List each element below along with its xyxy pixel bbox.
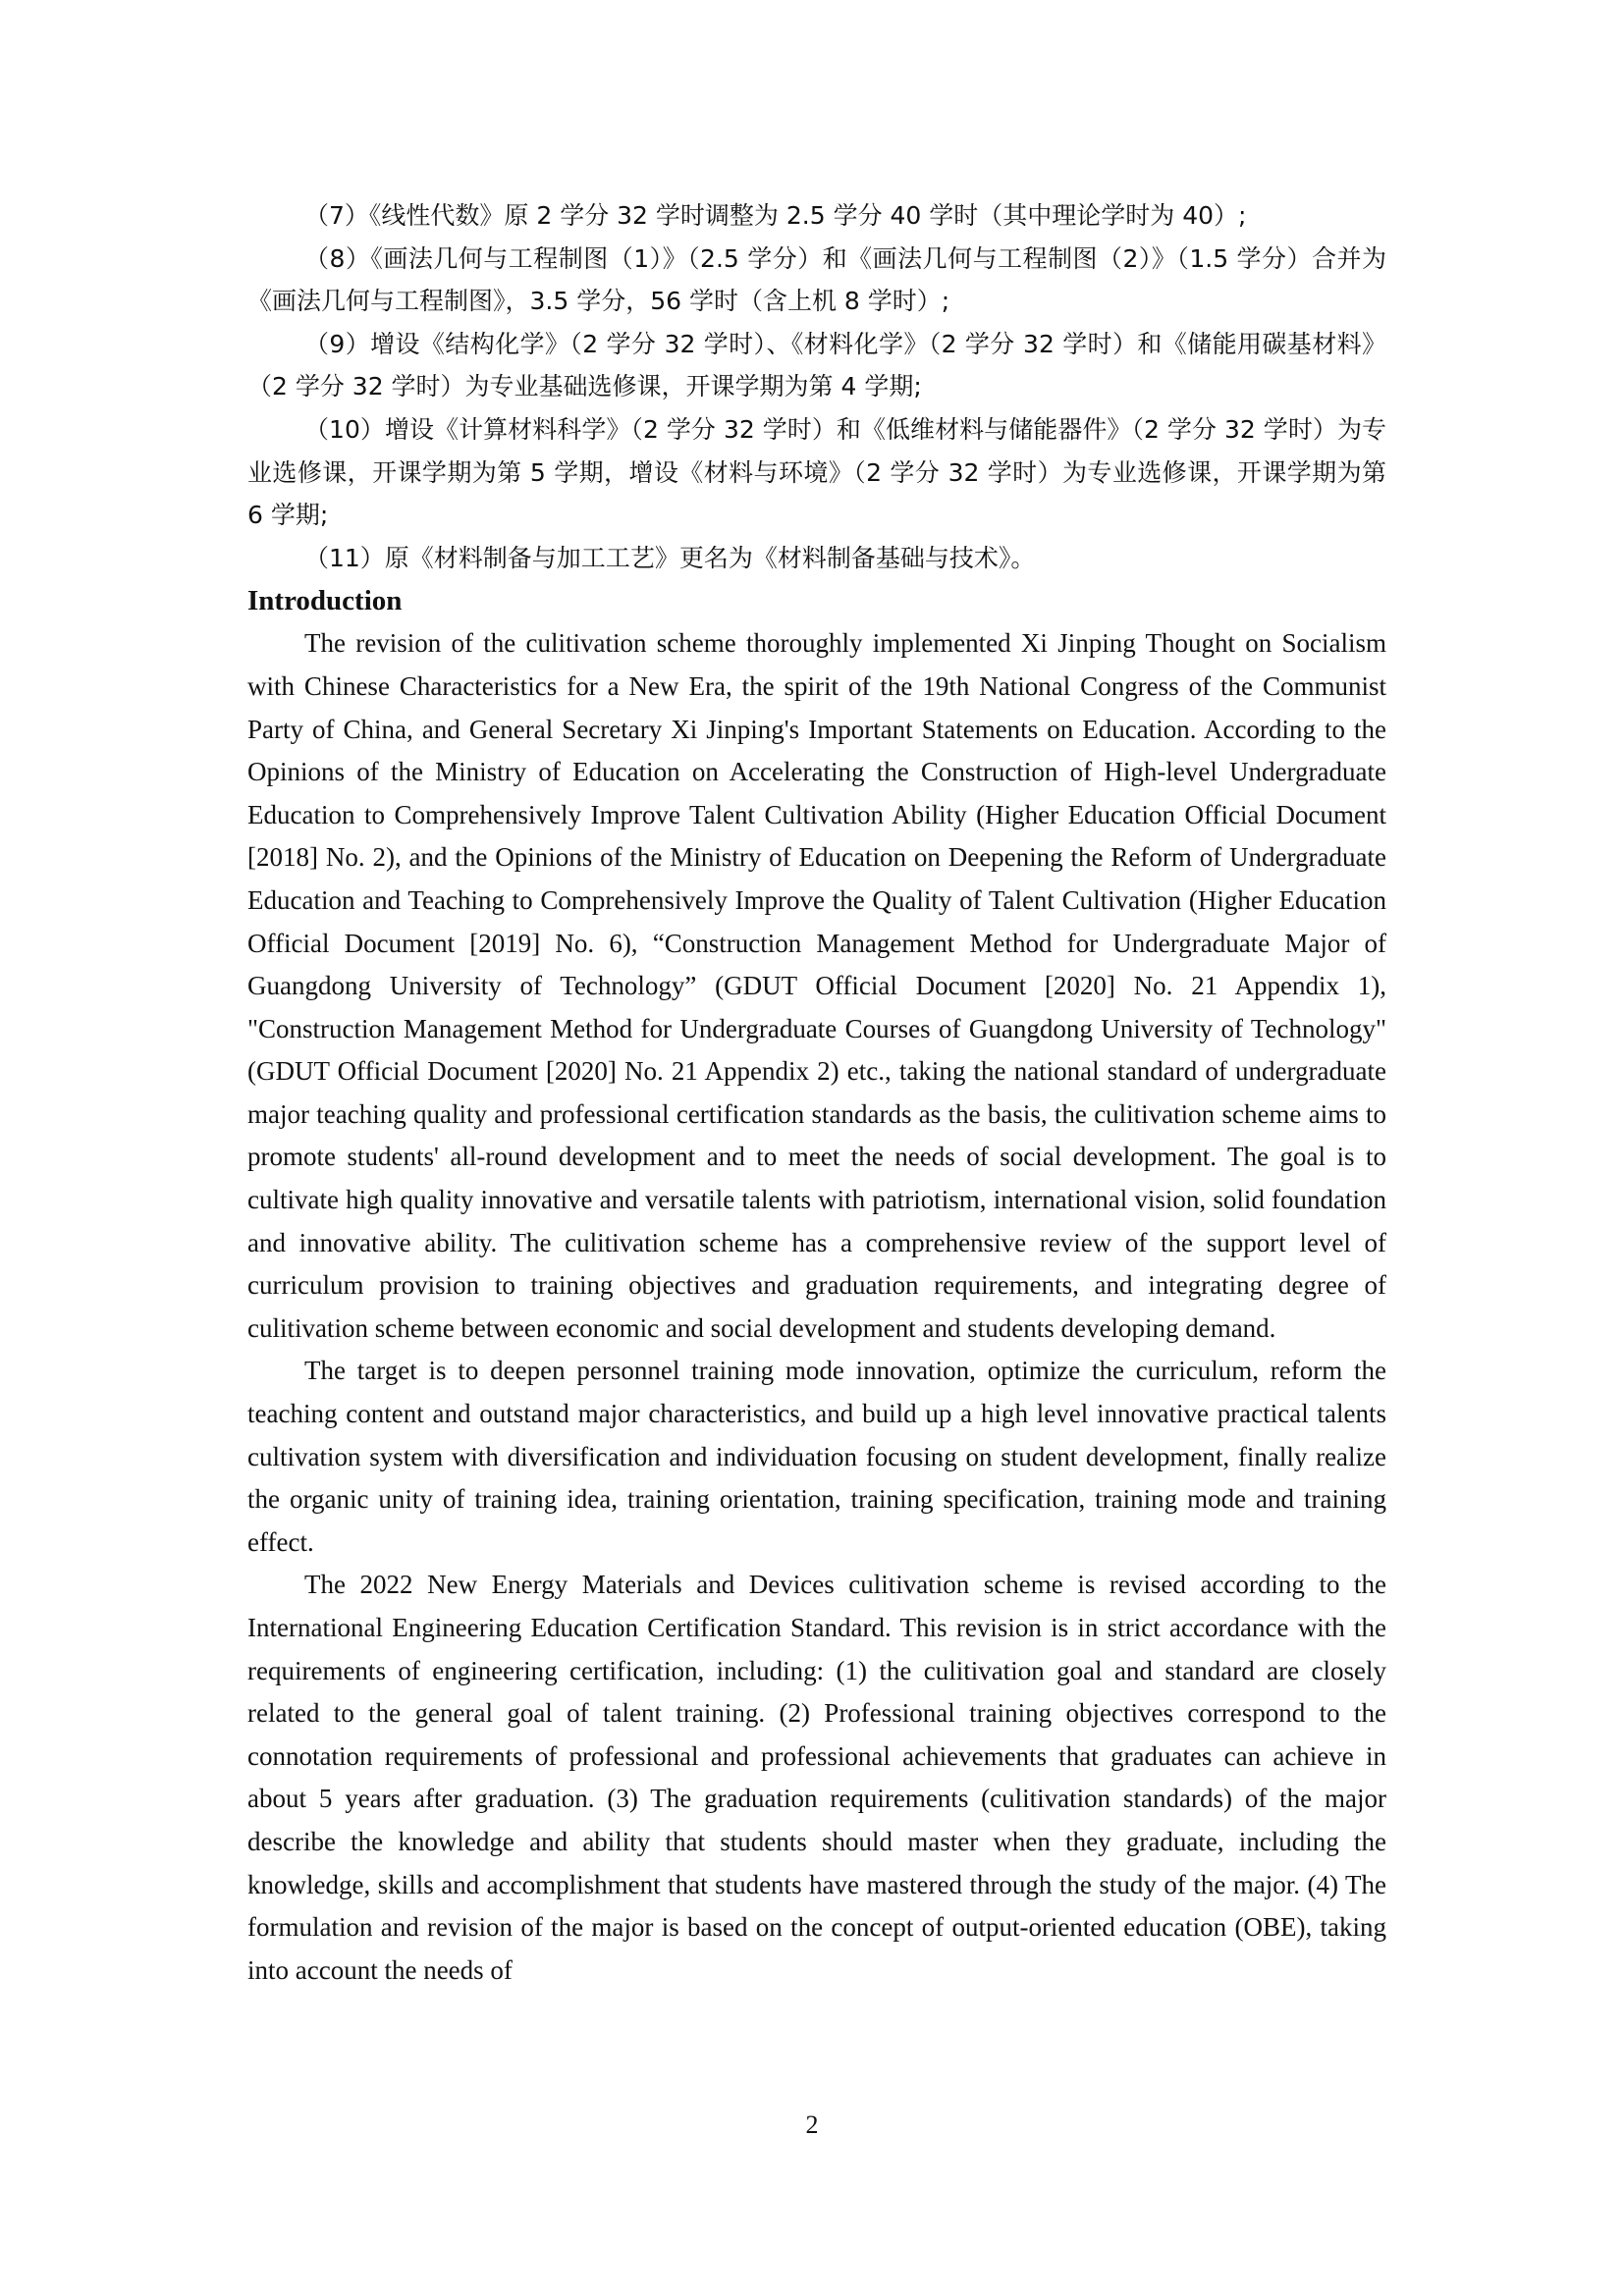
chinese-item-8: （8）《画法几何与工程制图（1）》（2.5 学分）和《画法几何与工程制图（2）》（1.5 学分）合并为《画法几何与工程制图》，3.5 学分，56 学时（含上机 8 学时）;	[247, 243, 1386, 316]
chinese-item-11: （11）原《材料制备与加工工艺》更名为《材料制备基础与技术》。	[304, 543, 1036, 572]
body-paragraph-1: The revision of the culitivation scheme thoroughly implemented Xi Jinping Thought on Socialism with Chinese Characteristics for a New Era, the spirit of the 19th National Congress of the Communist Party of China, and General Secretary Xi Jinping's Important Statements on Education. According to the Opinions of the Ministry of Education on Accelerating the Construction of High-level Undergraduate Education to Comprehensively Improve Talent Cultivation Ability (Higher Education Official Document [2018] No. 2), and the Opinions of the Ministry of Education on Deepening the Reform of Undergraduate Education and Teaching to Comprehensively Improve the Quality of Talent Cultivation (Higher Education Official Document [2019] No. 6), “Construction Management Method for Undergraduate Major of Guangdong University of Technology” (GDUT Official Document [2020] No. 21 Appendix 1), "Construction Management Method for Undergraduate Courses of Guangdong University of Technology" (GDUT Official Document [2020] No. 21 Appendix 2) etc., taking the national standard of undergraduate major teaching quality and professional certification standards as the basis, the culitivation scheme aims to promote students' all-round development and to meet the needs of social development. The goal is to cultivate high quality innovative and versatile talents with patriotism, international vision, solid foundation and innovative ability. The culitivation scheme has a comprehensive review of the support level of curriculum provision to training objectives and graduation requirements, and integrating degree of culitivation scheme between economic and social development and students developing demand.	[247, 628, 1386, 1343]
chinese-item-10: （10）增设《计算材料科学》（2 学分 32 学时）和《低维材料与储能器件》（2 学分 32 学时）为专业选修课，开课学期为第 5 学期，增设《材料与环境》（2 学分 32 学时）为专业选修课，开课学期为第 6 学期;	[247, 414, 1386, 530]
chinese-item-7: （7）《线性代数》原 2 学分 32 学时调整为 2.5 学分 40 学时（其中理论学时为 40）;	[304, 201, 1247, 230]
chinese-item-9: （9）增设《结构化学》（2 学分 32 学时）、《材料化学》（2 学分 32 学时）和《储能用碳基材料》（2 学分 32 学时）为专业基础选修课，开课学期为第 4 学期;	[247, 329, 1386, 401]
document-page	[247, 194, 1386, 1992]
section-heading: Introduction	[247, 585, 403, 617]
body-paragraph-2: The target is to deepen personnel training mode innovation, optimize the curriculum, reform the teaching content and outstand major characteristics, and build up a high level innovative practical talents cultivation system with diversification and individuation focusing on student development, finally realize the organic unity of training idea, training orientation, training specification, training mode and training effect.	[247, 1356, 1386, 1557]
body-paragraph-3: The 2022 New Energy Materials and Devices culitivation scheme is revised according to the International Engineering Education Certification Standard. This revision is in strict accordance with the requirements of engineering certification, including: (1) the culitivation goal and standard are closely related to the general goal of talent training. (2) Professional training objectives correspond to the connotation requirements of professional and professional achievements that graduates can achieve in about 5 years after graduation. (3) The graduation requirements (culitivation standards) of the major describe the knowledge and ability that students should master when they graduate, including the knowledge, skills and accomplishment that students have mastered through the study of the major. (4) The formulation and revision of the major is based on the concept of output-oriented education (OBE), taking into account the needs of	[247, 1570, 1386, 1985]
page-number: 2	[805, 2110, 819, 2139]
